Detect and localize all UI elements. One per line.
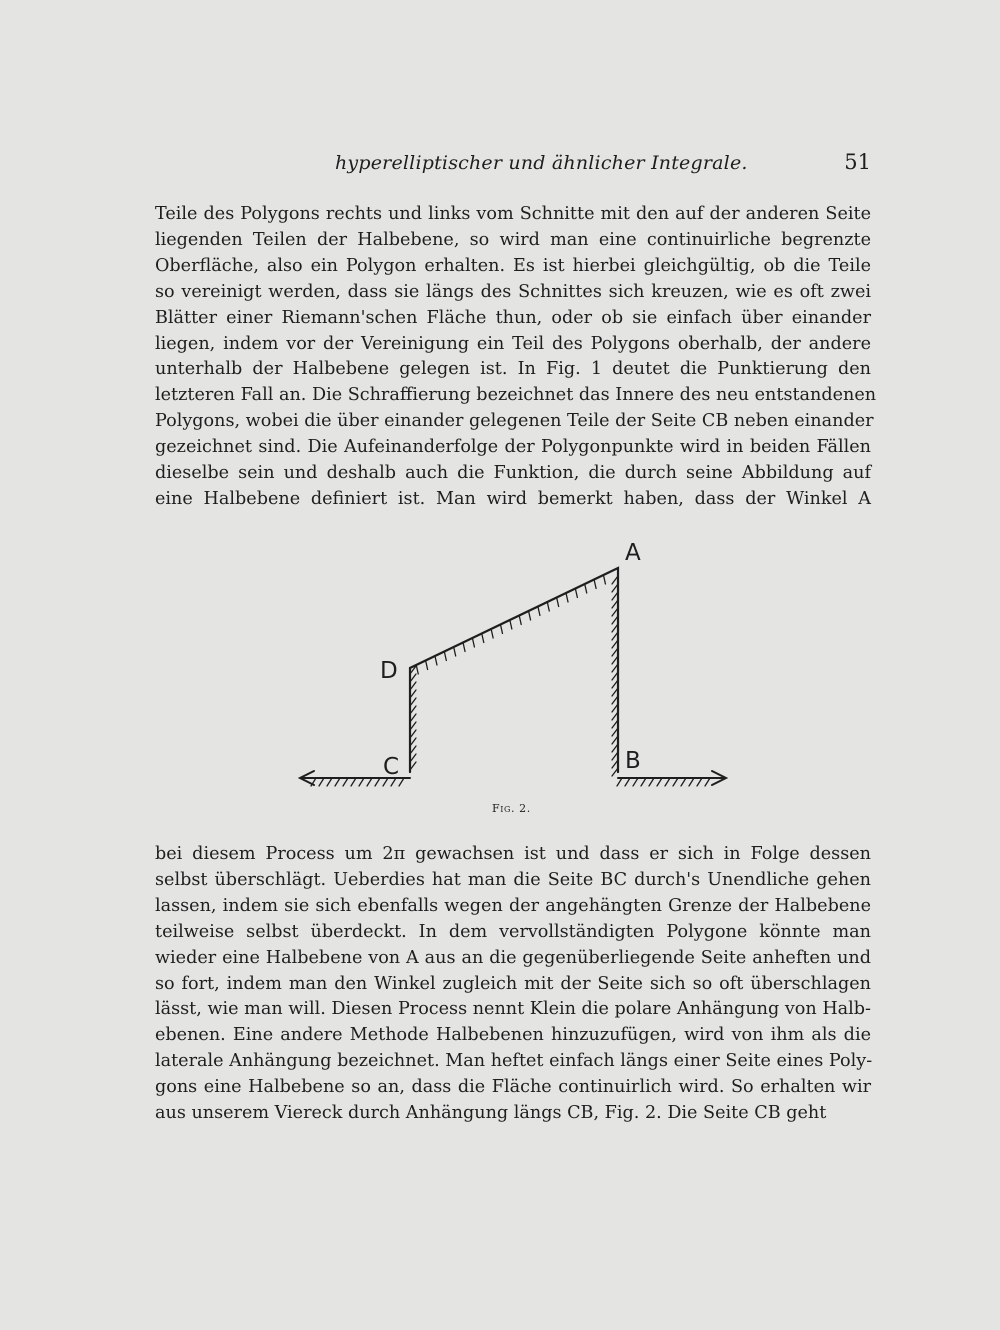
paragraph-top (155, 202, 877, 513)
text-line: wieder eine Halbebene von A aus an die gegenüberliegende Seite anheften und (155, 947, 871, 968)
hatch-tick (673, 778, 678, 786)
label-b: B (625, 748, 641, 774)
hatched-polygon-diagram (270, 540, 740, 810)
hatch-tick (633, 778, 638, 786)
hatch-tick (327, 778, 332, 786)
figure-caption: Fig. 2. (492, 802, 531, 815)
text-line: liegen, indem vor der Vereinigung ein Teil des Polygons oberhalb, der andere (155, 333, 871, 354)
hatch-tick (426, 661, 428, 670)
figure-2 (270, 540, 740, 830)
paragraph-bottom (155, 842, 871, 1127)
hatch-tick (585, 584, 587, 593)
label-c: C (383, 754, 400, 780)
hatch-tick (416, 665, 418, 674)
text-line: selbst überschlägt. Ueberdies hat man die Seite BC durch's Unendliche gehen (155, 869, 871, 890)
hatch-tick (343, 778, 348, 786)
hatch-tick (482, 634, 484, 643)
text-line: gezeichnet sind. Die Aufeinanderfolge der Polygonpunkte wird in beiden Fällen (155, 437, 871, 458)
polygon-outline (410, 568, 618, 772)
text-line: Oberfläche, also ein Polygon erhalten. Es ist hierbei gleichgültig, ob die Teile (155, 255, 871, 276)
text-line: teilweise selbst überdeckt. In dem vervollständigten Polygone könnte man (155, 921, 871, 942)
text-line: Blätter einer Riemann'schen Fläche thun, oder ob sie einfach über einander (155, 307, 871, 328)
label-d: D (380, 658, 398, 684)
hatch-tick (566, 593, 568, 602)
text-line: lässt, wie man will. Diesen Process nennt Klein die polare Anhängung von Halb- (155, 999, 871, 1020)
hatch-tick (547, 602, 549, 611)
hatch-tick (367, 778, 372, 786)
hatch-tick (689, 778, 694, 786)
hatch-tick (351, 778, 356, 786)
hatch-tick (697, 778, 702, 786)
hatch-tick (491, 629, 493, 638)
label-a: A (625, 540, 641, 566)
hatch-tick (472, 638, 474, 647)
text-line: unterhalb der Halbebene gelegen ist. In Fig. 1 deutet die Punktierung den (155, 359, 871, 380)
text-line: dieselbe sein und deshalb auch die Funktion, die durch seine Abbildung auf (155, 463, 871, 484)
hatching (311, 575, 710, 786)
text-line: eine Halbebene definiert ist. Man wird bemerkt haben, dass der Winkel A (155, 488, 871, 509)
hatch-tick (625, 778, 630, 786)
hatch-tick (454, 647, 456, 656)
text-line: so vereinigt werden, dass sie längs des Schnittes sich kreuzen, wie es oft zwei (155, 281, 871, 302)
hatch-tick (529, 611, 531, 620)
text-line: so fort, indem man den Winkel zugleich mit der Seite sich so oft überschlagen (155, 973, 871, 994)
running-title: hyperelliptischer und ähnlicher Integrale. (335, 152, 748, 174)
hatch-tick (510, 620, 512, 629)
hatch-tick (641, 778, 646, 786)
hatch-tick (538, 607, 540, 616)
text-line: bei diesem Process um 2π gewachsen ist und dass er sich in Folge dessen (155, 844, 871, 864)
hatch-tick (617, 778, 622, 786)
hatch-tick (319, 778, 324, 786)
text-line: letzteren Fall an. Die Schraffierung bezeichnet das Innere des neu entstandenen (155, 385, 877, 406)
hatch-tick (594, 580, 596, 589)
hatch-tick (681, 778, 686, 786)
text-line: gons eine Halbebene so an, dass die Fläche continuirlich wird. So erhalten wir (155, 1077, 871, 1098)
text-line: ebenen. Eine andere Methode Halbebenen hinzuzufügen, wird von ihm als die (155, 1025, 871, 1046)
hatch-tick (444, 652, 446, 661)
text-line: lassen, indem sie sich ebenfalls wegen der angehängten Grenze der Halbebene (155, 895, 871, 916)
text-line: aus unserem Viereck durch Anhängung längs CB, Fig. 2. Die Seite CB geht (155, 1103, 827, 1124)
hatch-tick (399, 778, 404, 786)
hatch-tick (665, 778, 670, 786)
hatch-tick (463, 643, 465, 652)
hatch-tick (435, 656, 437, 665)
text-line: Polygons, wobei die über einander gelegenen Teile der Seite CB neben einander (155, 411, 874, 432)
hatch-tick (557, 598, 559, 607)
text-line: liegenden Teilen der Halbebene, so wird man eine continuirliche begrenzte (155, 229, 871, 250)
page-header (155, 150, 871, 180)
hatch-tick (649, 778, 654, 786)
page-number: 51 (844, 150, 871, 174)
text-line: Teile des Polygons rechts und links vom Schnitte mit den auf der anderen Seite (155, 204, 871, 224)
hatch-tick (519, 616, 521, 625)
text-line: laterale Anhängung bezeichnet. Man heftet einfach längs einer Seite eines Poly- (155, 1051, 873, 1072)
hatch-tick (500, 625, 502, 634)
hatch-tick (603, 575, 605, 584)
hatch-tick (375, 778, 380, 786)
hatch-tick (575, 589, 577, 598)
hatch-tick (335, 778, 340, 786)
hatch-tick (705, 778, 710, 786)
hatch-tick (359, 778, 364, 786)
hatch-tick (657, 778, 662, 786)
